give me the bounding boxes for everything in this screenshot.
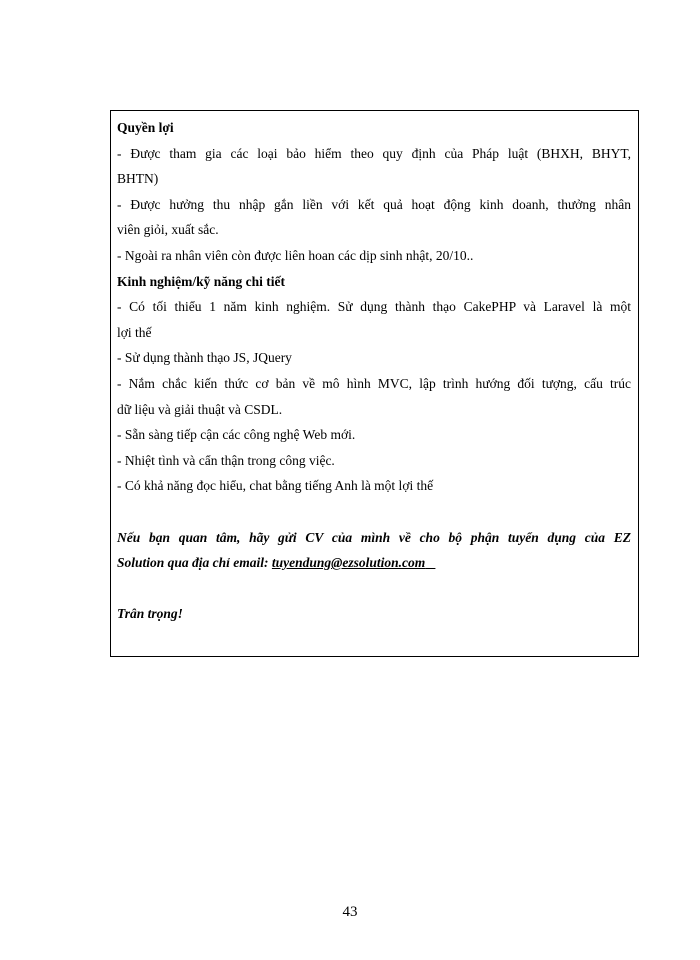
benefit-item-2-line-2: viên giỏi, xuất sắc.: [117, 222, 219, 238]
contact-email-prefix: Solution qua địa chỉ email:: [117, 555, 272, 571]
skill-item-2: - Sử dụng thành thạo JS, JQuery: [117, 350, 292, 366]
benefit-item-1-line-1: - Được tham gia các loại bảo hiểm theo quy định của Pháp luật (BHXH, BHYT,: [117, 145, 631, 161]
benefit-item-3: - Ngoài ra nhân viên còn được liên hoan các dịp sinh nhật, 20/10..: [117, 247, 474, 263]
contact-line-1: Nếu bạn quan tâm, hãy gửi CV của mình về cho bộ phận tuyển dụng của EZ: [117, 529, 631, 545]
contact-line-2: [117, 550, 631, 576]
contact-email-link[interactable]: tuyendung@ezsolution.com: [271, 555, 426, 571]
skill-item-1-line-2: lợi thế: [117, 324, 152, 340]
benefit-item-1-line-2: BHTN): [117, 171, 159, 187]
skill-item-4: - Sẵn sàng tiếp cận các công nghệ Web mới.: [117, 427, 356, 443]
job-description-box: [110, 110, 639, 657]
page-number: 43: [342, 904, 358, 920]
skills-heading: Kinh nghiệm/kỹ năng chi tiết: [117, 273, 286, 289]
spacer: [117, 576, 631, 602]
spacer: [117, 499, 631, 525]
skill-item-3-line-1: - Nắm chắc kiến thức cơ bản về mô hình MVC, lập trình hướng đối tượng, cấu trúc: [117, 375, 631, 391]
skill-item-3-line-2: dữ liệu và giải thuật và CSDL.: [117, 401, 283, 417]
benefits-heading: Quyền lợi: [117, 120, 174, 135]
skill-item-6: - Có khả năng đọc hiểu, chat bằng tiếng Anh là một lợi thế: [117, 478, 434, 494]
closing-text: Trân trọng!: [117, 606, 183, 622]
benefit-item-2-line-1: - Được hưởng thu nhập gắn liền với kết quả hoạt động kinh doanh, thưởng nhân: [117, 196, 631, 212]
skill-item-5: - Nhiệt tình và cẩn thận trong công việc.: [117, 452, 335, 468]
skill-item-1-line-1: - Có tối thiểu 1 năm kinh nghiệm. Sử dụng thành thạo CakePHP và Laravel là một: [117, 299, 631, 315]
